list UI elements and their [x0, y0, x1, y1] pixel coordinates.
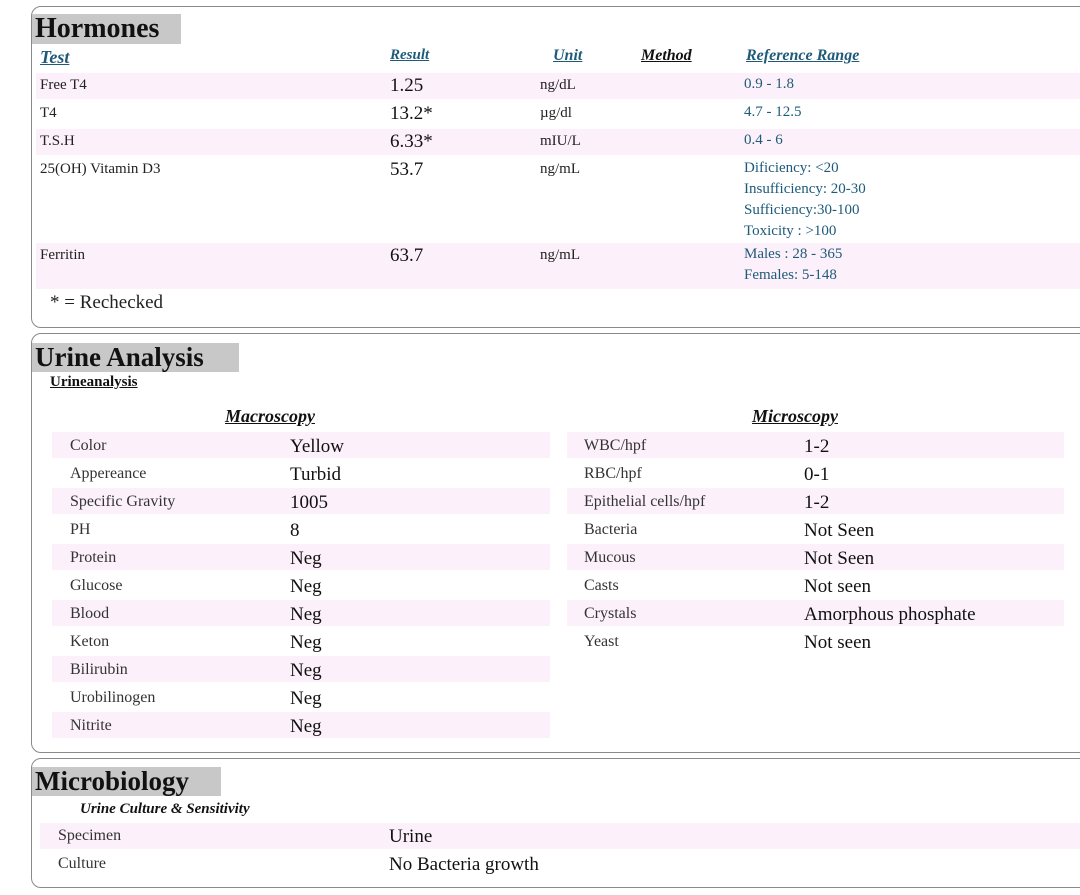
macro-label: Color	[70, 437, 107, 454]
micro-value: Amorphous phosphate	[804, 604, 976, 625]
micro-value: Not Seen	[804, 520, 875, 541]
macro-label: Appereance	[70, 465, 147, 482]
macro-value: 1005	[290, 492, 328, 513]
hormones-title: Hormones	[32, 14, 181, 44]
reference-range: Toxicity : >100	[744, 223, 837, 239]
specimen-label: Specimen	[58, 827, 122, 844]
macro-label: Specific Gravity	[70, 493, 176, 510]
urine-subtitle: Urineanalysis	[50, 374, 138, 390]
test-unit: mIU/L	[540, 133, 581, 149]
macro-value: Neg	[290, 548, 322, 569]
reference-range: Dificiency: <20	[744, 160, 839, 176]
reference-range: 0.9 - 1.8	[744, 76, 794, 92]
macro-label: PH	[70, 521, 91, 538]
micro-label: RBC/hpf	[584, 465, 642, 482]
culture-value: No Bacteria growth	[389, 854, 539, 875]
recheck-note: * = Rechecked	[50, 292, 164, 313]
reference-range: 4.7 - 12.5	[744, 104, 802, 120]
macro-value: Neg	[290, 576, 322, 597]
microscopy-header: Microscopy	[752, 406, 838, 426]
micro-label: Mucous	[584, 549, 636, 566]
microbiology-panel	[31, 758, 1080, 888]
macro-value: Neg	[290, 688, 322, 709]
micro-label: Crystals	[584, 605, 637, 622]
test-unit: µg/dl	[540, 105, 572, 121]
macro-value: Neg	[290, 716, 322, 737]
test-unit: ng/dL	[540, 77, 576, 93]
test-name: Ferritin	[40, 247, 85, 263]
macro-label: Urobilinogen	[70, 689, 156, 706]
test-name: 25(OH) Vitamin D3	[40, 161, 161, 177]
macro-value: 8	[290, 520, 300, 541]
test-result: 1.25	[390, 75, 424, 96]
micro-value: 0-1	[804, 464, 830, 485]
micro-value: Not Seen	[804, 548, 875, 569]
macro-label: Keton	[70, 633, 110, 650]
test-unit: ng/mL	[540, 161, 580, 177]
specimen-value: Urine	[389, 826, 433, 847]
test-name: Free T4	[40, 77, 87, 93]
row-bg	[40, 823, 1080, 849]
hormones-panel	[31, 6, 1080, 328]
micro-label: Epithelial cells/hpf	[584, 493, 706, 510]
test-unit: ng/mL	[540, 247, 580, 263]
test-name: T4	[40, 105, 57, 121]
micro-label: Yeast	[584, 633, 619, 650]
test-name: T.S.H	[40, 133, 75, 149]
reference-range: Insufficiency: 20-30	[744, 181, 866, 197]
macro-value: Neg	[290, 632, 322, 653]
microbiology-title: Microbiology	[32, 767, 221, 796]
micro-value: Not seen	[804, 576, 872, 597]
header-reference: Reference Range	[746, 47, 860, 64]
macro-value: Neg	[290, 604, 322, 625]
test-result: 63.7	[390, 245, 424, 266]
microbiology-subtitle: Urine Culture & Sensitivity	[80, 801, 250, 817]
macro-value: Turbid	[290, 464, 342, 485]
macro-label: Glucose	[70, 577, 123, 594]
header-test: Test	[40, 47, 70, 67]
macro-label: Nitrite	[70, 717, 112, 734]
header-unit: Unit	[553, 47, 583, 64]
macro-value: Yellow	[290, 436, 345, 457]
macro-label: Bilirubin	[70, 661, 128, 678]
micro-value: Not seen	[804, 632, 872, 653]
urine-panel	[31, 333, 1080, 753]
reference-range: Males : 28 - 365	[744, 246, 843, 262]
micro-label: WBC/hpf	[584, 437, 647, 454]
micro-value: 1-2	[804, 492, 830, 513]
micro-label: Bacteria	[584, 521, 638, 538]
test-result: 6.33*	[390, 131, 433, 152]
reference-range: 0.4 - 6	[744, 132, 783, 148]
macro-label: Protein	[70, 549, 117, 566]
reference-range: Sufficiency:30-100	[744, 202, 860, 218]
urine-title: Urine Analysis	[32, 343, 239, 372]
culture-label: Culture	[58, 855, 106, 872]
reference-range: Females: 5-148	[744, 267, 837, 283]
test-result: 13.2*	[390, 103, 433, 124]
test-result: 53.7	[390, 159, 424, 180]
macro-value: Neg	[290, 660, 322, 681]
macro-label: Blood	[70, 605, 110, 622]
micro-value: 1-2	[804, 436, 830, 457]
header-result: Result	[390, 47, 430, 63]
micro-label: Casts	[584, 577, 619, 594]
macroscopy-header: Macroscopy	[225, 406, 315, 426]
header-method: Method	[641, 47, 692, 64]
